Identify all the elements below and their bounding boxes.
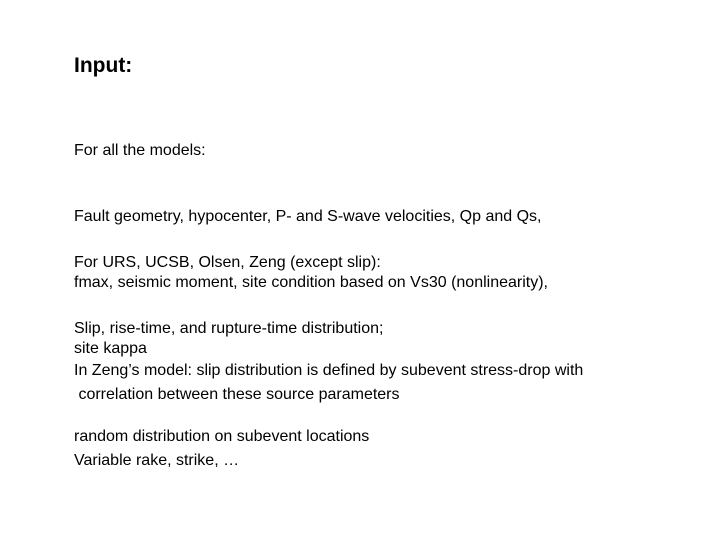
paragraph-line: Slip, rise-time, and rupture-time distribution; xyxy=(74,320,384,337)
slide-title: Input: xyxy=(74,54,133,77)
zeng-model-paragraph xyxy=(74,316,583,492)
paragraph-line: site kappa xyxy=(74,340,147,357)
paragraph-heading: For all the models: xyxy=(74,142,206,159)
paragraph-line: Variable rake, strike, … xyxy=(74,452,240,469)
paragraph-line: correlation between these source parameters xyxy=(74,386,400,403)
paragraph-heading: For URS, UCSB, Olsen, Zeng (except slip): xyxy=(74,254,381,271)
paragraph-line: random distribution on subevent locations xyxy=(74,428,370,445)
paragraph-line: Fault geometry, hypocenter, P- and S-wave velocities, Qp and Qs, xyxy=(74,208,542,225)
paragraph-line: fmax, seismic moment, site condition based on Vs30 (nonlinearity), xyxy=(74,274,548,291)
paragraph-line: In Zeng’s model: slip distribution is defined by subevent stress-drop with xyxy=(74,362,584,379)
